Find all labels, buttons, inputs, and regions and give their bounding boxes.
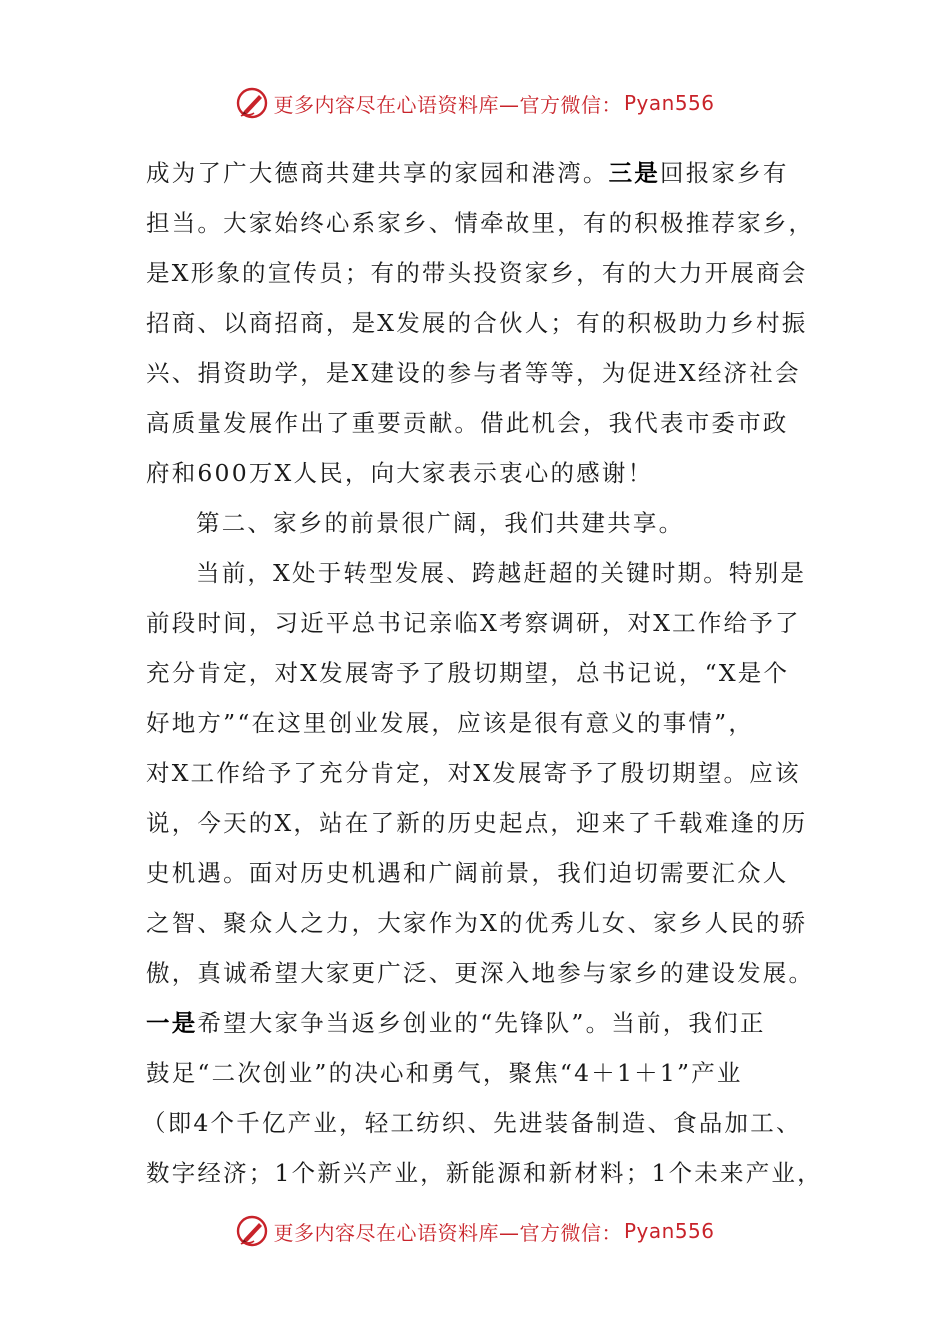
text-run: 成为了广大德商共建共享的家园和港湾。 — [146, 159, 609, 187]
text-line — [146, 798, 806, 848]
text-run: 希望大家争当返乡创业的“先锋队”。当前，我们正 — [197, 1009, 766, 1037]
text-run: 对X工作给予了充分肯定，对X发展寄予了殷切期望。应该 — [146, 759, 801, 787]
text-line — [146, 598, 806, 648]
watermark-wechat-id: Pyan556 — [623, 91, 715, 115]
text-run: 担当。大家始终心系家乡、情牵故里，有的积极推荐家乡， — [146, 209, 815, 237]
text-line — [146, 198, 815, 248]
watermark-wechat-id: Pyan556 — [623, 1219, 715, 1243]
text-run: 史机遇。面对历史机遇和广阔前景，我们迫切需要汇众人 — [146, 859, 789, 887]
text-line — [146, 748, 806, 798]
text-line — [146, 648, 806, 698]
text-run: 兴、捐资助学，是X建设的参与者等等，为促进X经济社会 — [146, 359, 801, 387]
text-run: 好地方”“在这里创业发展，应该是很有意义的事情”， — [146, 709, 755, 737]
text-run: 府和600万X人民，向大家表示衷心的感谢！ — [146, 459, 654, 487]
text-run: 高质量发展作出了重要贡献。借此机会，我代表市委市政 — [146, 409, 789, 437]
text-line — [146, 348, 806, 398]
text-run: 招商、以商招商，是X发展的合伙人；有的积极助力乡村振 — [146, 309, 808, 337]
text-run: 说，今天的X，站在了新的历史起点，迎来了千载难逢的历 — [146, 809, 808, 837]
text-run: 充分肯定，对X发展寄予了殷切期望，总书记说，“X是个 — [146, 659, 790, 687]
text-line — [146, 448, 806, 498]
text-run: 前段时间，习近平总书记亲临X考察调研，对X工作给予了 — [146, 609, 801, 637]
pen-circle-logo-icon — [235, 1214, 269, 1248]
text-run: 第二、家乡的前景很广阔，我们共建共享。 — [196, 509, 685, 537]
text-line — [146, 998, 806, 1048]
text-run: （即4个千亿产业，轻工纺织、先进装备制造、食品加工、 — [142, 1109, 802, 1137]
text-line — [146, 398, 806, 448]
text-run: 当前，X处于转型发展、跨越赶超的关键时期。特别是 — [196, 559, 807, 587]
text-line — [146, 548, 806, 598]
text-line — [146, 948, 815, 998]
text-run: 是X形象的宣传员；有的带头投资家乡，有的大力开展商会 — [146, 259, 808, 287]
watermark-footer — [0, 1211, 950, 1251]
text-line — [146, 1048, 806, 1098]
bold-keyword: 三是 — [608, 159, 661, 187]
text-run: 傲，真诚希望大家更广泛、更深入地参与家乡的建设发展。 — [146, 959, 815, 987]
text-run: 数字经济；1个新兴产业，新能源和新材料；1个未来产业， — [146, 1159, 823, 1187]
watermark-header — [0, 83, 950, 123]
text-line — [146, 248, 806, 298]
text-line — [146, 698, 806, 748]
pen-circle-logo-icon — [235, 86, 269, 120]
text-line — [146, 898, 806, 948]
watermark-text: 更多内容尽在心语资料库—官方微信： — [273, 92, 622, 117]
document-body — [142, 148, 823, 1198]
text-line — [142, 1098, 806, 1148]
watermark-text: 更多内容尽在心语资料库—官方微信： — [273, 1220, 622, 1245]
text-run: 回报家乡有 — [660, 159, 789, 187]
text-run: 鼓足“二次创业”的决心和勇气，聚焦“4＋1＋1”产业 — [146, 1059, 743, 1087]
text-line — [146, 1148, 823, 1198]
text-run: 之智、聚众人之力，大家作为X的优秀儿女、家乡人民的骄 — [146, 909, 808, 937]
text-line — [146, 148, 806, 198]
text-line — [146, 298, 806, 348]
text-line — [146, 848, 806, 898]
text-line — [146, 498, 806, 548]
bold-keyword: 一是 — [146, 1009, 198, 1037]
